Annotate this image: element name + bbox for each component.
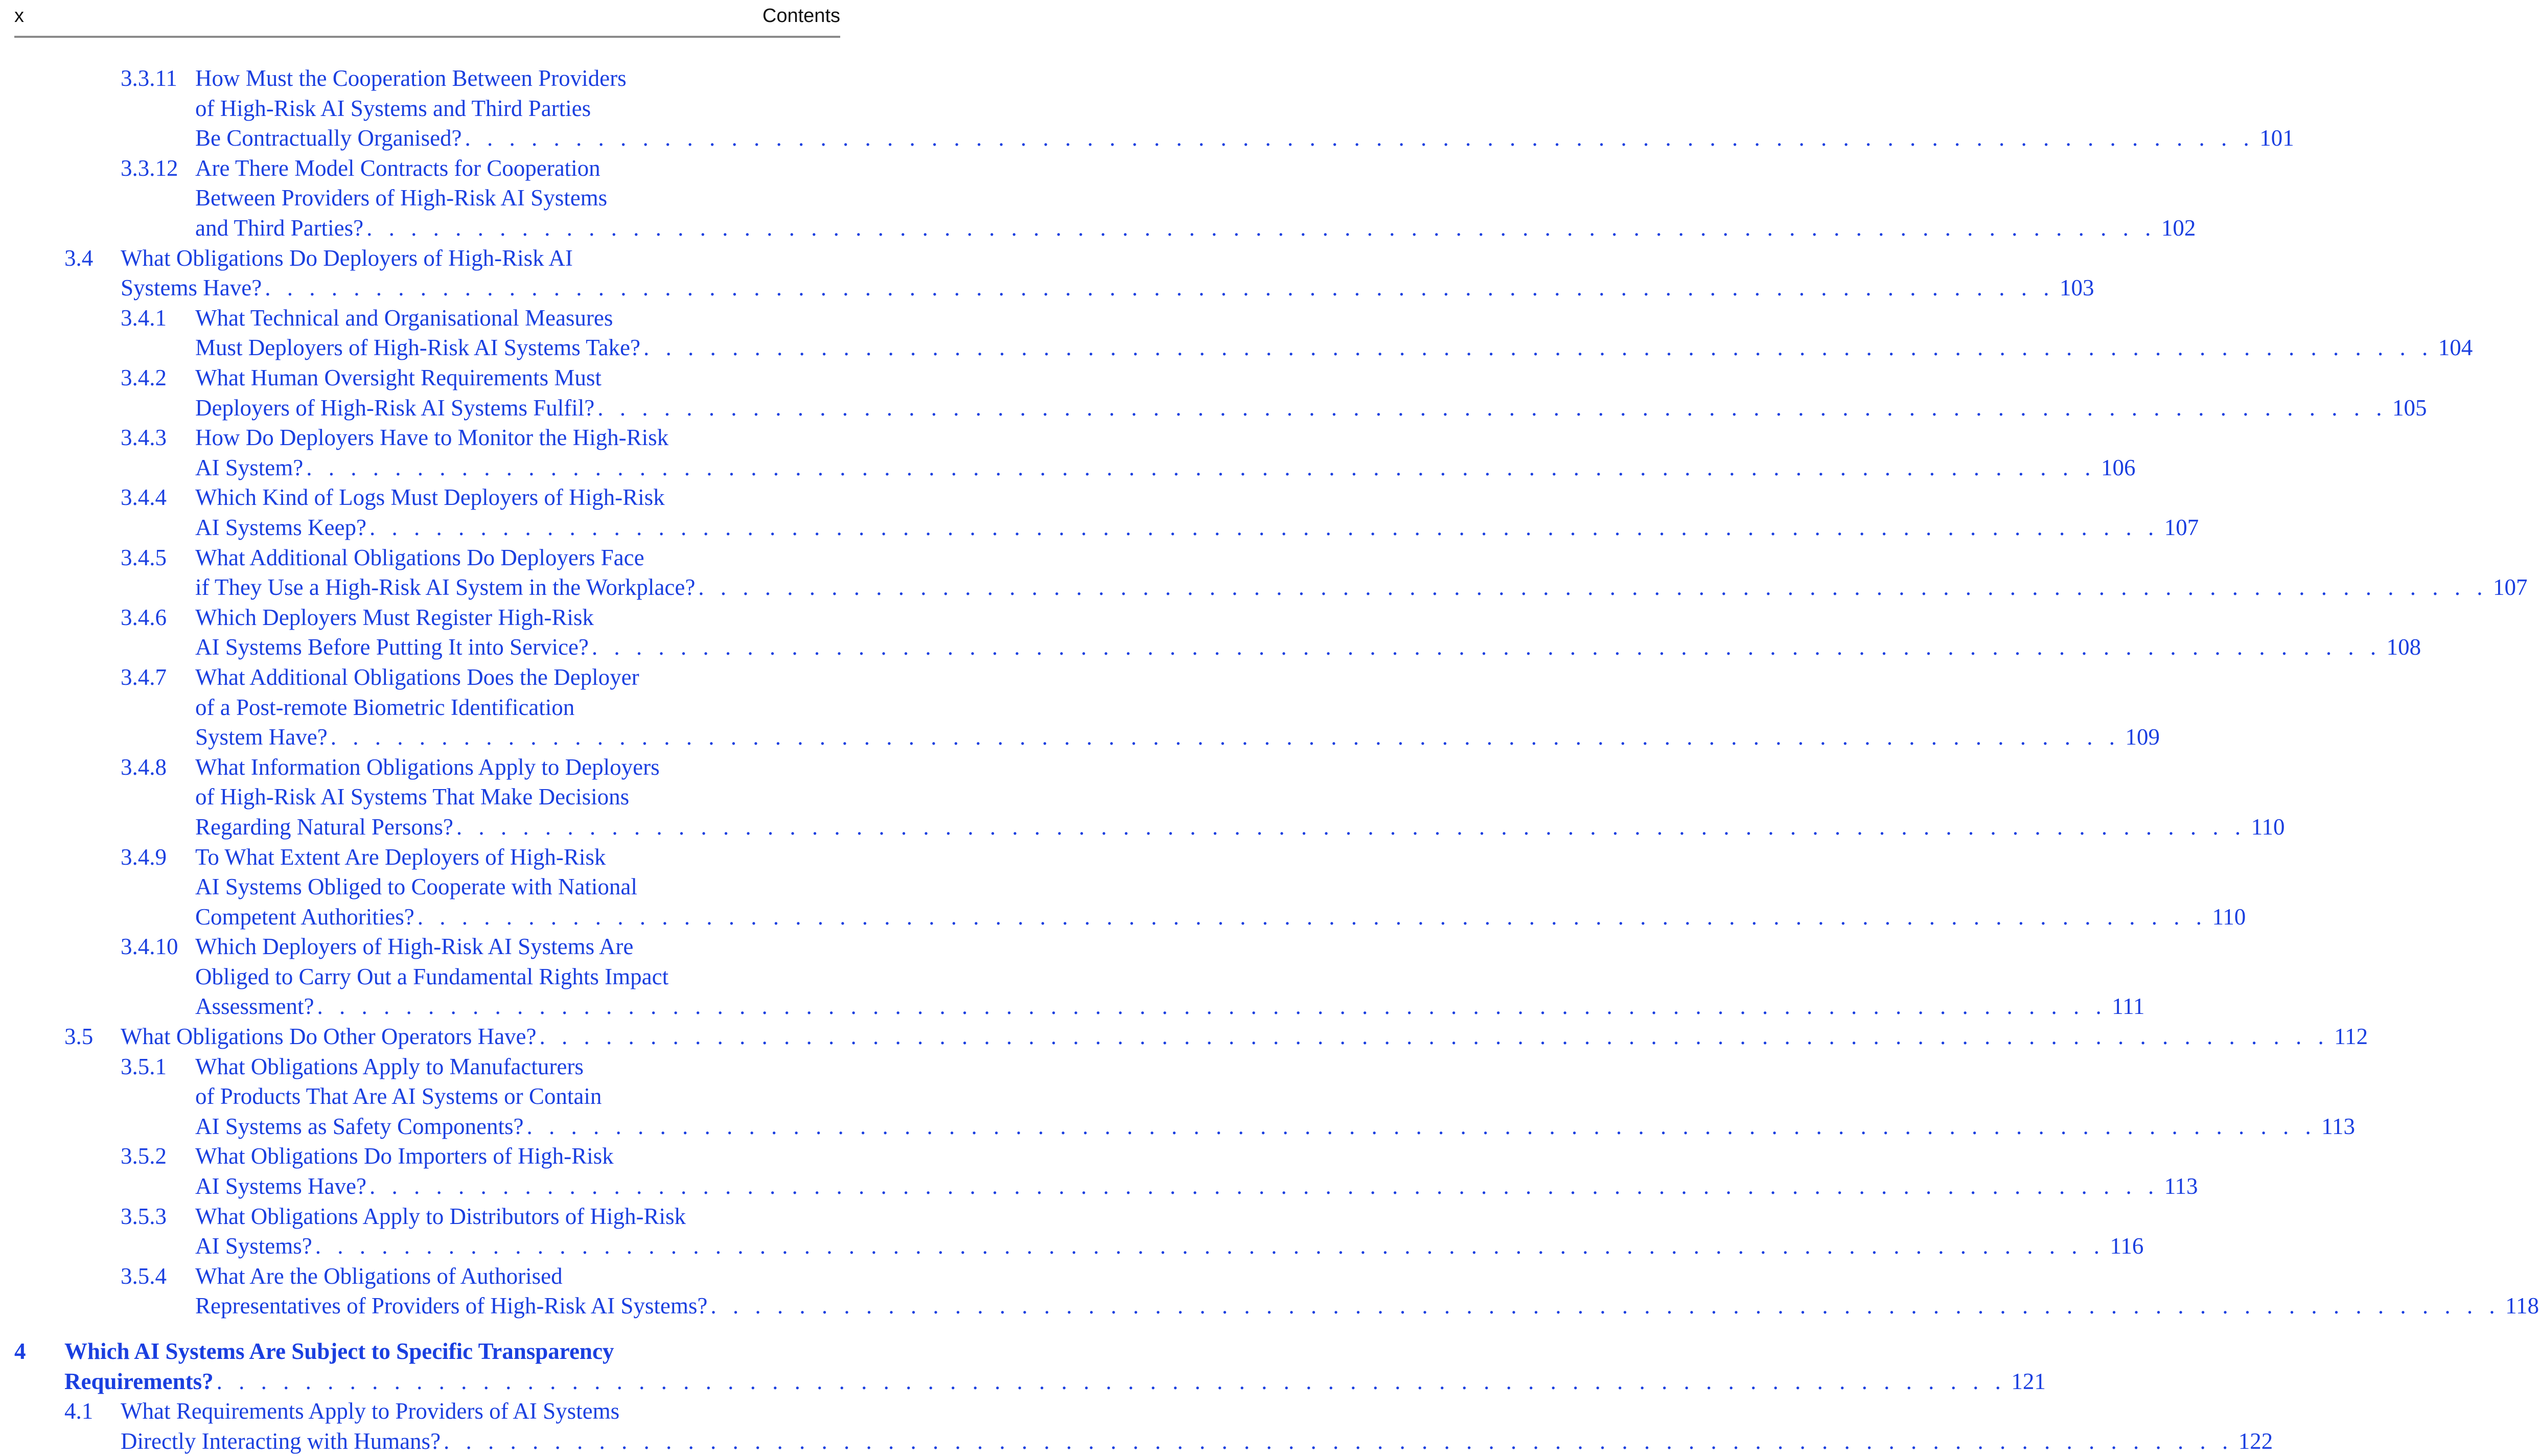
page-number[interactable]: 113 — [2321, 1113, 2356, 1139]
title-text: AI Systems Before Putting It into Service? — [195, 634, 589, 660]
title-line — [195, 1112, 2356, 1142]
title-text: Which Kind of Logs Must Deployers of High-Risk — [195, 484, 665, 511]
dot-leader: . . . . . . . . . . . . . . . . . . . . . . . . . . . . . . . . . . . . . . . . . . . . . . . . . . . . . . . . . . . . . . . . . . . . . . . . . . . . . . . . . — [306, 454, 2096, 480]
section-number: 3.4.10 — [121, 934, 178, 960]
dot-leader: . . . . . . . . . . . . . . . . . . . . . . . . . . . . . . . . . . . . . . . . . . . . . . . . . . . . . . . . . . . . . . . . . . . . . . . . . . . . . . . . . — [465, 125, 2255, 151]
section-title — [195, 1141, 2198, 1201]
title-line — [195, 123, 2294, 153]
toc-entry-3-4-10[interactable] — [0, 932, 2145, 1022]
title-text: Directly Interacting with Humans? — [121, 1428, 441, 1454]
title-text: Between Providers of High-Risk AI Systems — [195, 185, 608, 211]
title-line — [195, 782, 840, 812]
title-text: Which AI Systems Are Subject to Specific Transparency — [64, 1338, 614, 1365]
title-line — [195, 812, 2285, 842]
dot-leader: . . . . . . . . . . . . . . . . . . . . . . . . . . . . . . . . . . . . . . . . . . . . . . . . . . . . . . . . . . . . . . . . . . . . . . . . . . . . . . . . . — [591, 634, 2382, 660]
toc-entry-3-4-5[interactable] — [0, 543, 2528, 603]
dot-leader: . . . . . . . . . . . . . . . . . . . . . . . . . . . . . . . . . . . . . . . . . . . . . . . . . . . . . . . . . . . . . . . . . . . . . . . . . . . . . . . . . — [444, 1428, 2233, 1454]
section-number: 4.1 — [64, 1398, 94, 1424]
title-line — [64, 1336, 840, 1367]
section-number: 3.5.2 — [121, 1143, 167, 1169]
dot-leader: . . . . . . . . . . . . . . . . . . . . . . . . . . . . . . . . . . . . . . . . . . . . . . . . . . . . . . . . . . . . . . . . . . . . . . . . . . . . . . . . . — [417, 904, 2207, 930]
section-title — [195, 1201, 2144, 1261]
running-head — [14, 5, 840, 38]
section-title — [195, 543, 2528, 603]
section-number: 3.3.12 — [121, 155, 178, 181]
title-line — [195, 991, 2145, 1022]
page-number[interactable]: 110 — [2251, 814, 2285, 840]
chapter-gap — [0, 1321, 860, 1336]
section-title — [121, 1022, 2368, 1052]
title-line — [195, 1231, 2144, 1261]
section-title — [195, 603, 2421, 662]
section-title — [195, 303, 2473, 363]
toc-entry-3-4-9[interactable] — [0, 842, 2246, 932]
section-number: 3.4.1 — [121, 305, 167, 331]
title-line — [195, 932, 840, 962]
page-number[interactable]: 116 — [2110, 1233, 2144, 1259]
page-number[interactable]: 109 — [2125, 724, 2160, 750]
title-line — [64, 1367, 2046, 1397]
section-title — [195, 63, 2294, 153]
title-line — [195, 94, 840, 124]
title-text: if They Use a High-Risk AI System in the Workplace? — [195, 574, 696, 600]
title-text: AI System? — [195, 454, 304, 480]
title-line — [195, 692, 840, 723]
section-title — [121, 1396, 2273, 1456]
title-text: of High-Risk AI Systems That Make Decisions — [195, 784, 630, 810]
section-number: 3.5.1 — [121, 1053, 167, 1079]
title-text: Assessment? — [195, 993, 314, 1020]
dot-leader: . . . . . . . . . . . . . . . . . . . . . . . . . . . . . . . . . . . . . . . . . . . . . . . . . . . . . . . . . . . . . . . . . . . . . . . . . . . . . . . . . — [643, 335, 2433, 361]
title-text: Deployers of High-Risk AI Systems Fulfil? — [195, 395, 595, 421]
title-text: AI Systems Have? — [195, 1173, 366, 1199]
page-number[interactable]: 107 — [2164, 514, 2199, 540]
section-number: 3.4.9 — [121, 844, 167, 870]
section-title — [195, 153, 2196, 243]
page-number[interactable]: 121 — [2011, 1368, 2046, 1394]
title-line — [195, 842, 840, 872]
toc-entry-3-4-1[interactable] — [0, 303, 2473, 363]
title-line — [195, 513, 2199, 543]
title-line — [195, 482, 840, 513]
page-folio: x — [14, 5, 24, 27]
dot-leader: . . . . . . . . . . . . . . . . . . . . . . . . . . . . . . . . . . . . . . . . . . . . . . . . . . . . . . . . . . . . . . . . . . . . . . . . . . . . . . . . . — [539, 1024, 2329, 1050]
title-text: What Obligations Apply to Distributors of High-Risk — [195, 1203, 686, 1229]
title-line — [195, 1141, 840, 1171]
title-text: What Additional Obligations Does the Deployer — [195, 664, 639, 690]
title-line — [195, 722, 2160, 752]
title-text: AI Systems Obliged to Cooperate with National — [195, 874, 637, 900]
title-text: Must Deployers of High-Risk AI Systems Take? — [195, 335, 640, 361]
title-text: What Human Oversight Requirements Must — [195, 364, 602, 390]
title-line — [195, 752, 840, 782]
title-line — [121, 1396, 840, 1426]
page-number[interactable]: 122 — [2238, 1428, 2273, 1454]
title-text: Competent Authorities? — [195, 904, 414, 930]
title-text: System Have? — [195, 724, 328, 750]
toc-entry-3-5-2[interactable] — [0, 1141, 2198, 1201]
title-line — [195, 303, 840, 333]
title-text: Obliged to Carry Out a Fundamental Rights Impact — [195, 963, 669, 989]
toc-entry-4[interactable] — [0, 1336, 2046, 1396]
title-text: What Technical and Organisational Measures — [195, 305, 613, 331]
toc-entry-3-5-1[interactable] — [0, 1052, 2356, 1142]
dot-leader: . . . . . . . . . . . . . . . . . . . . . . . . . . . . . . . . . . . . . . . . . . . . . . . . . . . . . . . . . . . . . . . . . . . . . . . . . . . . . . . . . — [369, 1173, 2159, 1199]
page-number[interactable]: 103 — [2059, 275, 2094, 301]
section-number: 3.3.11 — [121, 65, 177, 91]
title-line — [195, 1081, 840, 1112]
section-number: 3.5 — [64, 1024, 94, 1050]
title-text: How Must the Cooperation Between Providers — [195, 65, 627, 91]
title-text: and Third Parties? — [195, 215, 364, 241]
toc-entry-3-4[interactable] — [0, 243, 2094, 303]
section-title — [195, 752, 2285, 842]
toc-entry-3-3-11[interactable] — [0, 63, 2294, 153]
section-number: 3.5.3 — [121, 1203, 167, 1229]
title-line — [195, 603, 840, 633]
title-text: What Additional Obligations Do Deployers Face — [195, 544, 644, 570]
toc-entry-3-3-12[interactable] — [0, 153, 2196, 243]
title-text: To What Extent Are Deployers of High-Risk — [195, 844, 606, 870]
section-number: 3.4.2 — [121, 364, 167, 390]
title-text: What Obligations Do Importers of High-Risk — [195, 1143, 614, 1169]
toc-entry-3-5-3[interactable] — [0, 1201, 2144, 1261]
dot-leader: . . . . . . . . . . . . . . . . . . . . . . . . . . . . . . . . . . . . . . . . . . . . . . . . . . . . . . . . . . . . . . . . . . . . . . . . . . . . . . . . . — [317, 993, 2107, 1020]
title-text: Which Deployers of High-Risk AI Systems Are — [195, 934, 634, 960]
toc-entry-3-4-2[interactable] — [0, 363, 2427, 423]
title-line — [195, 872, 840, 902]
section-title — [121, 243, 2094, 303]
title-text: What Obligations Apply to Manufacturers — [195, 1053, 584, 1079]
section-title — [195, 842, 2246, 932]
toc-entry-3-4-7[interactable] — [0, 662, 2160, 752]
title-text: Representatives of Providers of High-Risk AI Systems? — [195, 1293, 708, 1319]
section-title — [195, 363, 2427, 423]
title-text: Regarding Natural Persons? — [195, 814, 453, 840]
title-text: What Obligations Do Deployers of High-Risk AI — [121, 245, 573, 271]
page-number[interactable]: 102 — [2161, 215, 2196, 241]
title-line — [195, 632, 2421, 662]
title-line — [121, 1426, 2273, 1456]
title-text: What Requirements Apply to Providers of AI Systems — [121, 1398, 620, 1424]
title-text: Be Contractually Organised? — [195, 125, 462, 151]
table-of-contents — [0, 63, 2539, 1456]
title-line — [195, 1291, 2539, 1321]
section-title — [195, 1261, 2539, 1321]
section-number: 3.4.5 — [121, 544, 167, 570]
toc-entry-3-4-6[interactable] — [0, 603, 2421, 662]
title-line — [195, 1261, 840, 1291]
page-number[interactable]: 106 — [2101, 454, 2136, 480]
toc-entry-4-1[interactable] — [0, 1396, 2273, 1456]
dot-leader: . . . . . . . . . . . . . . . . . . . . . . . . . . . . . . . . . . . . . . . . . . . . . . . . . . . . . . . . . . . . . . . . . . . . . . . . . . . . . . . . . — [526, 1113, 2317, 1139]
title-text: AI Systems as Safety Components? — [195, 1113, 524, 1139]
title-text: How Do Deployers Have to Monitor the High-Risk — [195, 425, 669, 451]
section-number: 3.4.4 — [121, 484, 167, 511]
title-line — [195, 393, 2427, 423]
title-line — [195, 423, 840, 453]
title-line — [195, 63, 840, 94]
dot-leader: . . . . . . . . . . . . . . . . . . . . . . . . . . . . . . . . . . . . . . . . . . . . . . . . . . . . . . . . . . . . . . . . . . . . . . . . . . . . . . . . . — [710, 1293, 2501, 1319]
title-line — [195, 1201, 840, 1232]
running-head-title: Contents — [762, 5, 840, 27]
title-text: What Are the Obligations of Authorised — [195, 1263, 563, 1289]
section-title — [195, 482, 2199, 542]
section-title — [195, 1052, 2356, 1142]
title-text: What Obligations Do Other Operators Have? — [121, 1024, 537, 1050]
title-line — [195, 543, 840, 573]
page-number[interactable]: 110 — [2212, 904, 2246, 930]
section-number: 3.4.6 — [121, 604, 167, 630]
title-line — [195, 902, 2246, 932]
page-number[interactable]: 112 — [2334, 1024, 2368, 1050]
dot-leader: . . . . . . . . . . . . . . . . . . . . . . . . . . . . . . . . . . . . . . . . . . . . . . . . . . . . . . . . . . . . . . . . . . . . . . . . . . . . . . . . . — [369, 514, 2159, 540]
page-number[interactable]: 107 — [2493, 574, 2528, 600]
page-number[interactable]: 118 — [2505, 1293, 2539, 1319]
page-number[interactable]: 113 — [2164, 1173, 2198, 1199]
page-number[interactable]: 108 — [2386, 634, 2421, 660]
toc-entry-3-4-4[interactable] — [0, 482, 2199, 542]
title-text: Are There Model Contracts for Cooperation — [195, 155, 601, 181]
page-number[interactable]: 111 — [2112, 993, 2145, 1020]
toc-entry-3-5[interactable] — [0, 1022, 2368, 1052]
title-line — [195, 213, 2196, 243]
title-text: of Products That Are AI Systems or Contain — [195, 1083, 602, 1110]
dot-leader: . . . . . . . . . . . . . . . . . . . . . . . . . . . . . . . . . . . . . . . . . . . . . . . . . . . . . . . . . . . . . . . . . . . . . . . . . . . . . . . . . — [265, 275, 2055, 301]
title-line — [195, 1052, 840, 1082]
title-line — [195, 662, 840, 692]
section-number: 3.5.4 — [121, 1263, 167, 1289]
section-title — [195, 423, 2136, 482]
page-number[interactable]: 105 — [2392, 395, 2427, 421]
dot-leader: . . . . . . . . . . . . . . . . . . . . . . . . . . . . . . . . . . . . . . . . . . . . . . . . . . . . . . . . . . . . . . . . . . . . . . . . . . . . . . . . . — [216, 1368, 2006, 1394]
title-line — [195, 183, 840, 213]
section-number: 3.4 — [64, 245, 94, 271]
toc-entry-3-4-3[interactable] — [0, 423, 2136, 482]
title-text: What Information Obligations Apply to Deployers — [195, 754, 660, 780]
title-text: AI Systems? — [195, 1233, 312, 1259]
title-text: Which Deployers Must Register High-Risk — [195, 604, 594, 630]
section-number: 4 — [14, 1338, 26, 1365]
section-number: 3.4.7 — [121, 664, 167, 690]
title-line — [195, 1171, 2198, 1201]
title-line — [195, 363, 840, 393]
section-title — [195, 662, 2160, 752]
toc-entry-3-4-8[interactable] — [0, 752, 2285, 842]
title-text: AI Systems Keep? — [195, 514, 366, 540]
dot-leader: . . . . . . . . . . . . . . . . . . . . . . . . . . . . . . . . . . . . . . . . . . . . . . . . . . . . . . . . . . . . . . . . . . . . . . . . . . . . . . . . . — [315, 1233, 2105, 1259]
dot-leader: . . . . . . . . . . . . . . . . . . . . . . . . . . . . . . . . . . . . . . . . . . . . . . . . . . . . . . . . . . . . . . . . . . . . . . . . . . . . . . . . . — [330, 724, 2120, 750]
dot-leader: . . . . . . . . . . . . . . . . . . . . . . . . . . . . . . . . . . . . . . . . . . . . . . . . . . . . . . . . . . . . . . . . . . . . . . . . . . . . . . . . . — [456, 814, 2246, 840]
section-number: 3.4.8 — [121, 754, 167, 780]
dot-leader: . . . . . . . . . . . . . . . . . . . . . . . . . . . . . . . . . . . . . . . . . . . . . . . . . . . . . . . . . . . . . . . . . . . . . . . . . . . . . . . . . — [698, 574, 2488, 600]
title-text: of a Post-remote Biometric Identification — [195, 694, 575, 720]
title-line — [121, 243, 840, 273]
title-line — [195, 572, 2528, 603]
title-text: of High-Risk AI Systems and Third Parties — [195, 95, 591, 121]
dot-leader: . . . . . . . . . . . . . . . . . . . . . . . . . . . . . . . . . . . . . . . . . . . . . . . . . . . . . . . . . . . . . . . . . . . . . . . . . . . . . . . . . — [597, 395, 2387, 421]
section-title — [195, 932, 2145, 1022]
section-number: 3.4.3 — [121, 425, 167, 451]
section-title — [64, 1336, 2046, 1396]
title-line — [121, 273, 2094, 303]
title-line — [195, 153, 840, 183]
page-number[interactable]: 101 — [2259, 125, 2294, 151]
title-text: Systems Have? — [121, 275, 262, 301]
title-line — [195, 333, 2473, 363]
title-line — [195, 962, 840, 992]
page-number[interactable]: 104 — [2438, 335, 2473, 361]
title-line — [195, 453, 2136, 483]
title-text: Requirements? — [64, 1368, 214, 1394]
toc-entry-3-5-4[interactable] — [0, 1261, 2539, 1321]
dot-leader: . . . . . . . . . . . . . . . . . . . . . . . . . . . . . . . . . . . . . . . . . . . . . . . . . . . . . . . . . . . . . . . . . . . . . . . . . . . . . . . . . — [366, 215, 2156, 241]
title-line — [121, 1022, 2368, 1052]
